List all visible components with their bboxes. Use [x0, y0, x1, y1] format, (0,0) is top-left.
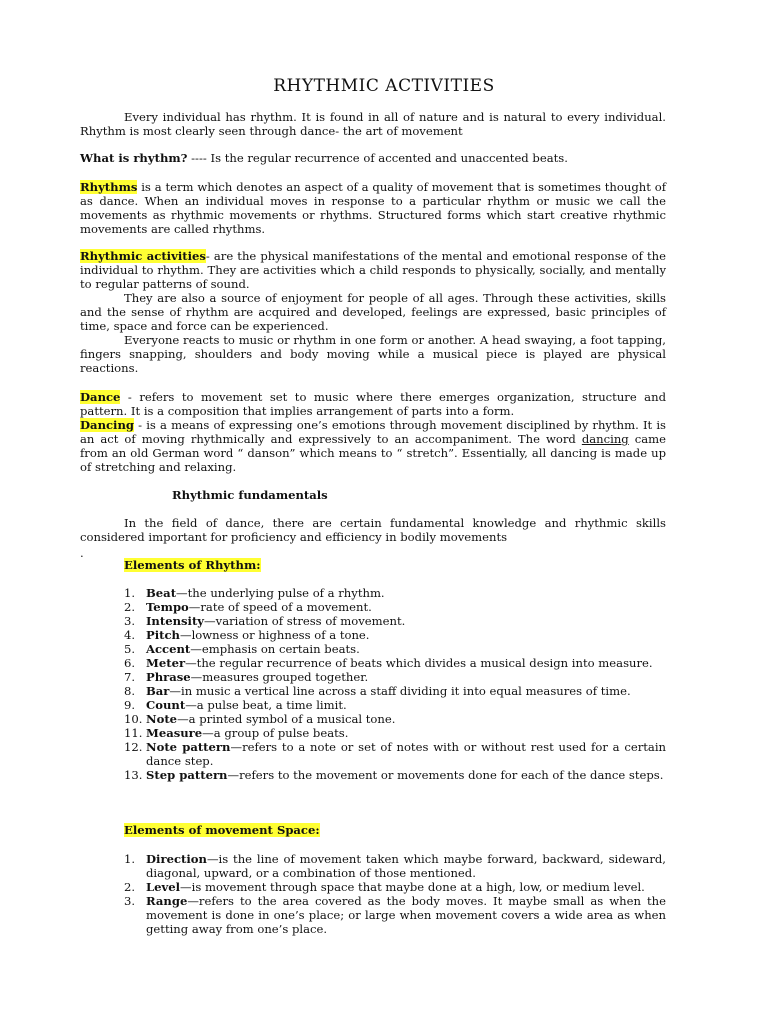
list-item-number: 2. [124, 600, 136, 614]
rhythms-paragraph [80, 180, 666, 236]
list-item-term: Note [146, 712, 178, 726]
what-is-rhythm-paragraph [80, 151, 666, 165]
fundamentals-paragraph: In the field of dance, there are certain fundamental knowledge and rhythmic skills considered important for proficiency and efficiency in bodily movements [80, 516, 666, 544]
list-item-term: Tempo [146, 600, 189, 614]
dancing-text-b: came from an old German word “ danson” which means to “ stretch”. Essentially, all dancing is made up of stretching and relaxing. [80, 432, 666, 474]
rhythmic-activities-text: - are the physical manifestations of the mental and emotional response of the individual to rhythm. They are activities which a child responds to physically, socially, and mentally to regular patterns of sound. [80, 249, 666, 291]
list-item-text: —lowness or highness of a tone. [179, 628, 370, 642]
list-item-number: 2. [124, 880, 136, 894]
list-item-text: —is movement through space that maybe done at a high, low, or medium level. [180, 880, 645, 894]
stray-dot: . [80, 546, 84, 560]
elements-rhythm-heading: Elements of Rhythm: [124, 558, 261, 572]
rhythms-text: is a term which denotes an aspect of a quality of movement that is sometimes thought of as dance. When an individual moves in response to a particular rhythm or music we call the movements as rhythmic movements or rhythms. Structured forms which start creative rhythmic movements are called rhythms. [80, 180, 666, 236]
list-item-term: Level [146, 880, 181, 894]
dance-text: - refers to movement set to music where there emerges organization, structure and pattern. It is a composition that implies arrangement of parts into a form. [80, 390, 666, 418]
rhythmic-activities-term: Rhythmic activities [80, 249, 206, 263]
list-item-term: Pitch [146, 628, 180, 642]
list-item-number: 10. [124, 712, 143, 726]
list-item-text: —a pulse beat, a time limit. [185, 698, 347, 712]
list-item-text: —measures grouped together. [190, 670, 369, 684]
rhythmic-activities-section [80, 249, 666, 375]
list-item [124, 600, 666, 614]
list-item-number: 9. [124, 698, 136, 712]
dancing-paragraph [80, 418, 666, 474]
list-item-number: 4. [124, 628, 136, 642]
reactions-paragraph: Everyone reacts to music or rhythm in one form or another. A head swaying, a foot tapping, fingers snapping, shoulders and body moving while a musical piece is played are physical reactions. [80, 333, 666, 375]
elements-space-heading: Elements of movement Space: [124, 823, 320, 837]
list-item [124, 768, 666, 782]
list-item-term: Accent [146, 642, 191, 656]
list-item [124, 684, 666, 698]
list-item-text: —the underlying pulse of a rhythm. [176, 586, 385, 600]
list-item [124, 880, 666, 894]
list-item-text: —refers to the movement or movements done for each of the dance steps. [227, 768, 664, 782]
list-item-text: —in music a vertical line across a staff dividing it into equal measures of time. [169, 684, 631, 698]
list-item [124, 642, 666, 656]
list-item-text: —rate of speed of a movement. [188, 600, 372, 614]
list-item-number: 13. [124, 768, 143, 782]
list-item-number: 1. [124, 586, 136, 600]
list-item-term: Step pattern [146, 768, 228, 782]
list-item [124, 712, 666, 726]
list-item-text: —refers to the area covered as the body moves. It maybe small as when the movement is done in one’s place; or large when movement covers a wide area as when getting away from one’s place. [146, 894, 666, 936]
list-item-text: —variation of stress of movement. [204, 614, 406, 628]
list-item-number: 3. [124, 614, 136, 628]
list-item [124, 740, 666, 768]
list-item [124, 656, 666, 670]
list-item [124, 628, 666, 642]
list-item [124, 894, 666, 936]
list-item [124, 586, 666, 600]
rhythmic-activities-paragraph [80, 249, 666, 291]
list-item-term: Count [146, 698, 186, 712]
list-item [124, 614, 666, 628]
page-title: RHYTHMIC ACTIVITIES [273, 76, 495, 96]
list-item-number: 3. [124, 894, 136, 908]
list-item-text: —a group of pulse beats. [202, 726, 349, 740]
what-is-rhythm-term: What is rhythm? [80, 151, 188, 165]
list-item-text: —is the line of movement taken which maybe forward, backward, sideward, diagonal, upward, or a combination of those mentioned. [146, 852, 666, 880]
list-item-number: 7. [124, 670, 136, 684]
rhythms-term: Rhythms [80, 180, 138, 194]
list-item-term: Direction [146, 852, 207, 866]
list-item-term: Range [146, 894, 188, 908]
list-item-text: —the regular recurrence of beats which divides a musical design into measure. [185, 656, 653, 670]
list-item-term: Beat [146, 586, 177, 600]
dance-term: Dance [80, 390, 121, 404]
list-item [124, 726, 666, 740]
rhythmic-fundamentals-heading: Rhythmic fundamentals [172, 488, 328, 502]
list-item-text: —emphasis on certain beats. [190, 642, 360, 656]
dance-paragraph [80, 390, 666, 418]
intro-paragraph: Every individual has rhythm. It is found in all of nature and is natural to every individual. Rhythm is most clearly seen through dance- the art of movement [80, 110, 666, 138]
list-item-term: Intensity [146, 614, 205, 628]
list-item-number: 11. [124, 726, 143, 740]
enjoyment-paragraph: They are also a source of enjoyment for people of all ages. Through these activities, skills and the sense of rhythm are acquired and developed, feelings are expressed, basic principles of time, space and force can be experienced. [80, 291, 666, 333]
list-item-term: Meter [146, 656, 186, 670]
list-item-text: —refers to a note or set of notes with or without rest used for a certain dance step. [146, 740, 667, 768]
elements-rhythm-list [124, 586, 666, 782]
what-is-rhythm-text: ---- Is the regular recurrence of accented and unaccented beats. [187, 151, 568, 165]
list-item-term: Note pattern [146, 740, 231, 754]
list-item-term: Measure [146, 726, 203, 740]
list-item-text: —a printed symbol of a musical tone. [177, 712, 396, 726]
dancing-text-a: - is a means of expressing one’s emotions through movement disciplined by rhythm. It is an act of moving rhythmically and expressively to an accompaniment. The word [80, 418, 666, 446]
list-item-number: 5. [124, 642, 136, 656]
dance-section [80, 390, 666, 474]
list-item-number: 1. [124, 852, 136, 866]
list-item [124, 698, 666, 712]
list-item-number: 12. [124, 740, 143, 754]
list-item-number: 8. [124, 684, 136, 698]
elements-space-list [124, 852, 666, 936]
list-item-number: 6. [124, 656, 136, 670]
list-item [124, 852, 666, 880]
list-item [124, 670, 666, 684]
dancing-underlined: dancing [581, 432, 629, 446]
list-item-term: Phrase [146, 670, 191, 684]
dancing-term: Dancing [80, 418, 134, 432]
list-item-term: Bar [146, 684, 170, 698]
